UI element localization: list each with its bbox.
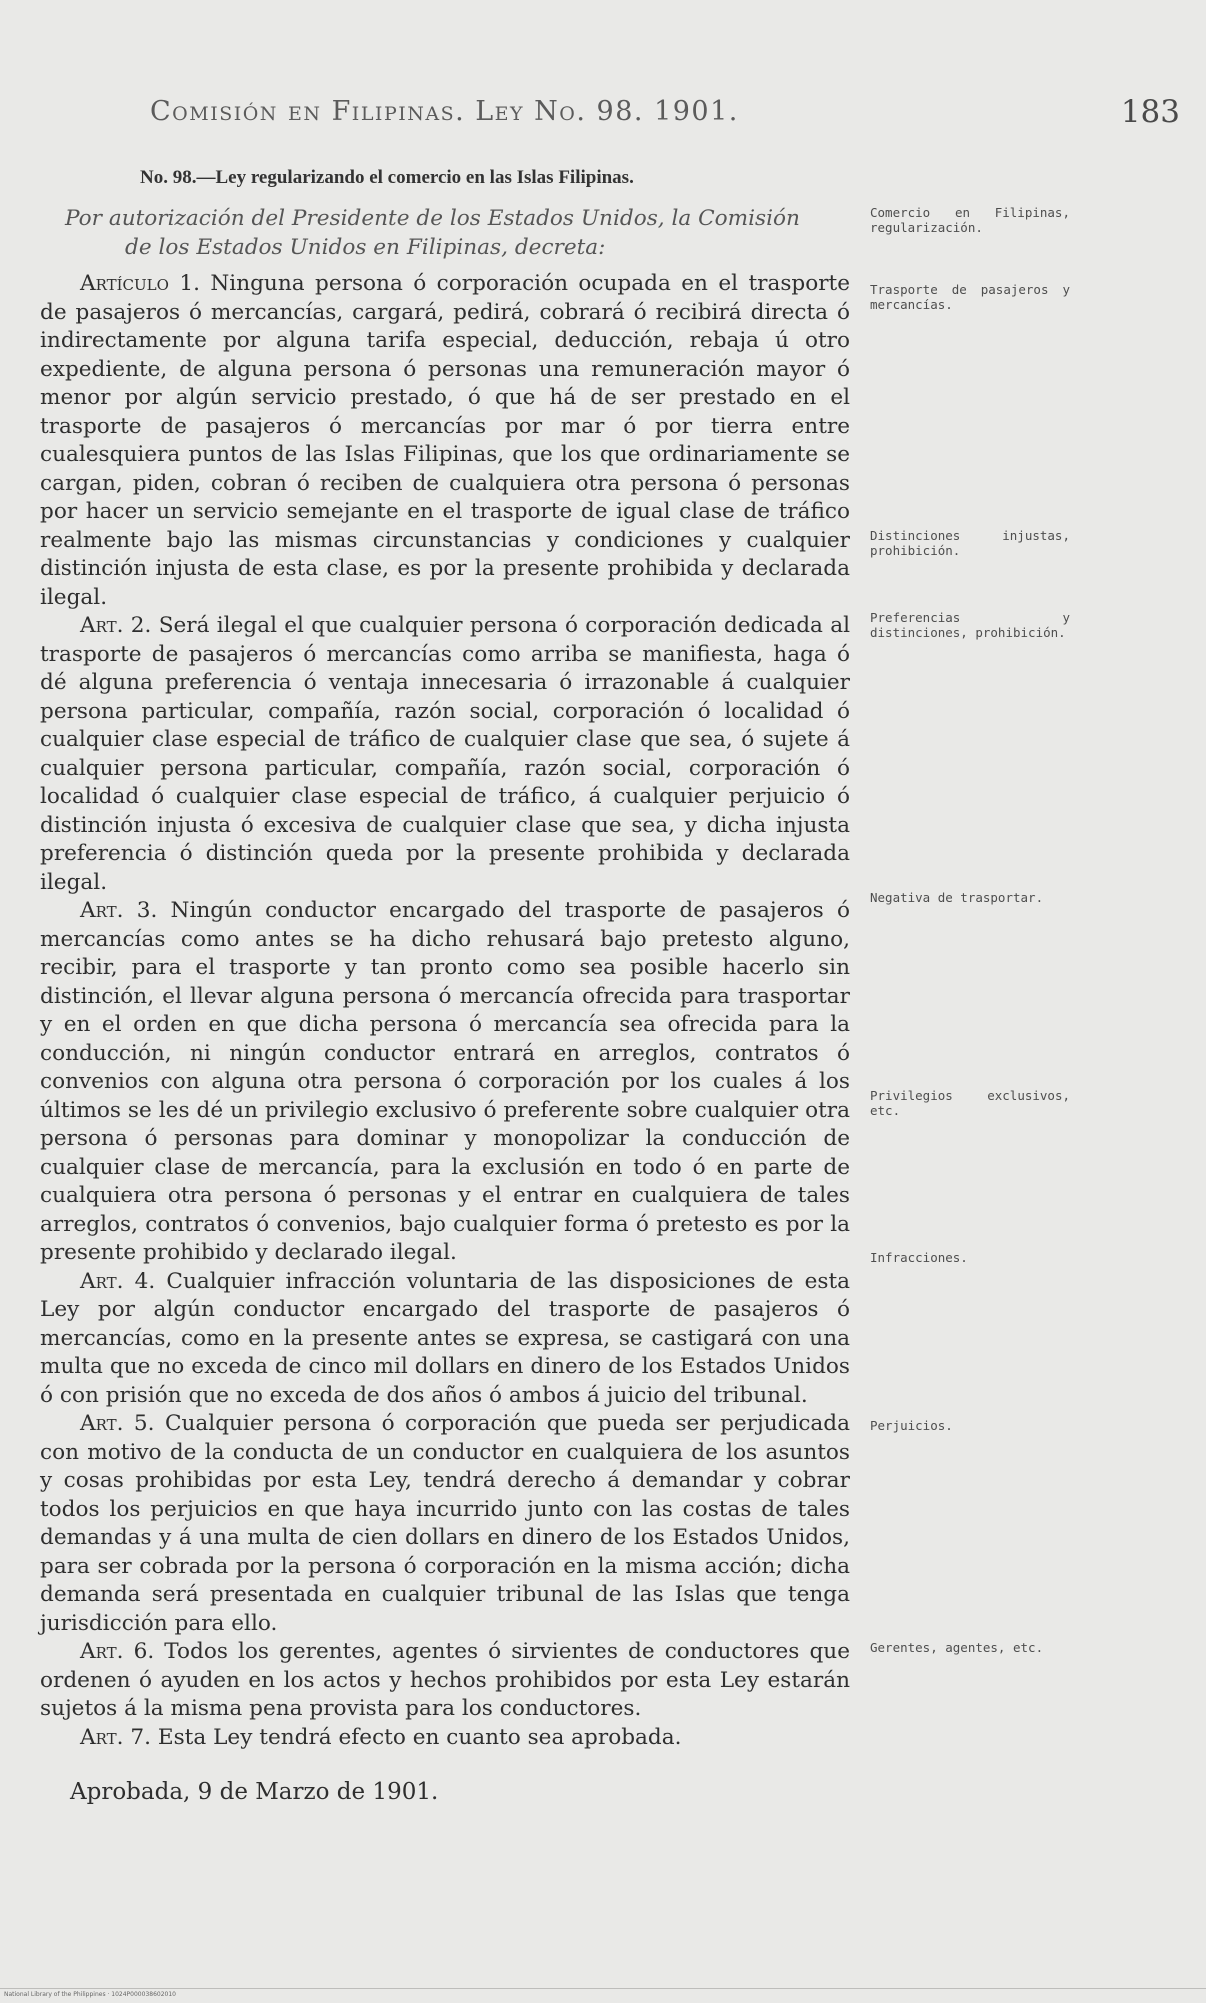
marginal-note: Distinciones injustas, prohibición. xyxy=(870,528,1070,558)
footer-watermark: National Library of the Philippines · 1024P000038602010 xyxy=(4,1991,176,1998)
marginal-note: Trasporte de pasajeros y mercancías. xyxy=(870,282,1070,312)
marginal-note: Infracciones. xyxy=(870,1250,968,1265)
article-text: Cualquier infracción voluntaria de las disposiciones de esta Ley por algún conductor encargado del trasporte de pasajeros ó mercancías, como en la presente antes se expresa, se castigará con una multa que no exceda de cinco mil dollars en dinero de los Estados Unidos ó con prisión que no exceda de dos años ó ambos á juicio del tribunal. xyxy=(40,1268,850,1408)
page-number: 183 xyxy=(1120,94,1180,130)
marginal-note: Preferencias y distinciones, prohibición. xyxy=(870,610,1070,640)
article-text: Ningún conductor encargado del trasporte de pasajeros ó mercancías como antes se ha dicho rehusará bajo pretesto alguno, recibir, para el trasporte y tan pronto como sea posible hacerlo sin distinción, el llevar alguna persona ó mercancía ofrecida para trasportar y en el orden en que dicha persona ó mercancía sea ofrecida para la conducción, ni ningún conductor entrará en arreglos, contratos ó convenios con alguna otra persona ó corporación por los cuales á los últimos se les dé un privilegio exclusivo ó preferente sobre cualquier otra persona ó personas para dominar y monopolizar la conducción de cualquier clase de mercancía, para la exclusión en todo ó en parte de cualquiera otra persona ó personas y el entrar en cualquiera de tales arreglos, contratos ó convenios, bajo cualquier forma ó pretesto es por la presente prohibido y declarado ilegal. xyxy=(40,898,850,1265)
article-label: Art. 6. xyxy=(80,1639,155,1664)
article-7 xyxy=(40,1724,850,1753)
article-3 xyxy=(40,897,850,1268)
marginal-note: Negativa de trasportar. xyxy=(870,890,1044,905)
marginal-note: Privilegios exclusivos, etc. xyxy=(870,1088,1070,1118)
marginal-note: Gerentes, agentes, etc. xyxy=(870,1640,1044,1655)
article-label: Art. 3. xyxy=(80,898,158,923)
page-header xyxy=(150,96,1180,136)
law-title: No. 98.—Ley regularizando el comercio en las Islas Filipinas. xyxy=(140,167,634,188)
article-text: Todos los gerentes, agentes ó sirvientes de conductores que ordenen ó ayuden en los actos y hechos prohibidos por esta Ley estarán sujetos á la misma pena provista para los conductores. xyxy=(40,1639,850,1721)
approval-date: Aprobada, 9 de Marzo de 1901. xyxy=(70,1779,439,1805)
article-5 xyxy=(40,1410,850,1638)
article-label: Art. 5. xyxy=(80,1411,155,1436)
article-1 xyxy=(40,270,850,612)
article-text: Será ilegal el que cualquier persona ó corporación dedicada al trasporte de pasajeros ó mercancías como arriba se manifiesta, haga ó dé alguna preferencia ó ventaja innecesaria ó irrazonable á cualquier persona particular, compañía, razón social, corporación ó localidad ó cualquier clase especial de tráfico de cualquier clase que sea, ó sujete á cualquier persona particular, compañía, razón social, corporación ó localidad ó cualquier clase especial de tráfico, á cualquier perjuicio ó distinción injusta ó excesiva de cualquier clase que sea, y dicha injusta preferencia ó distinción queda por la presente prohibida y declarada ilegal. xyxy=(40,613,850,895)
article-label: Art. 4. xyxy=(80,1268,156,1294)
preamble-line-2: de los Estados Unidos en Filipinas, decreta: xyxy=(125,234,606,260)
marginal-note: Perjuicios. xyxy=(870,1418,953,1433)
preamble xyxy=(40,205,850,262)
article-label: Art. 2. xyxy=(80,613,152,638)
preamble-line-1: Por autorización del Presidente de los Estados Unidos, la Comisión xyxy=(65,206,800,231)
body-text xyxy=(40,205,850,1807)
article-label: Artículo 1. xyxy=(80,271,200,296)
marginal-note: Comercio en Filipinas, regularización. xyxy=(870,205,1070,235)
running-head: Comisión en Filipinas. Ley No. 98. 1901. xyxy=(150,96,739,127)
article-text: Cualquier persona ó corporación que pueda ser perjudicada con motivo de la conducta de un conductor en cualquiera de los asuntos y cosas prohibidas por esta Ley, tendrá derecho á demandar y cobrar todos los perjuicios en que haya incurrido junto con las costas de tales demandas y á una multa de cien dollars en dinero de los Estados Unidos, para ser cobrada por la persona ó corporación en la misma acción; dicha demanda será presentada en cualquier tribunal de las Islas que tenga jurisdicción para ello. xyxy=(40,1411,850,1636)
article-6 xyxy=(40,1638,850,1724)
article-text: Ninguna persona ó corporación ocupada en el trasporte de pasajeros ó mercancías, cargará, pedirá, cobrará ó recibirá directa ó indirectamente por alguna tarifa especial, deducción, rebaja ú otro expediente, de alguna persona ó personas una remuneración mayor ó menor por algún servicio prestado, ó que há de ser prestado en el trasporte de pasajeros ó mercancías por mar ó por tierra entre cualesquiera puntos de las Islas Filipinas, que los que ordinariamente se cargan, piden, cobran ó reciben de cualquiera otra persona ó personas por hacer un servicio semejante en el trasporte de igual clase de tráfico realmente bajo las mismas circunstancias y condiciones y cualquier distinción injusta de esta clase, es por la presente prohibida y declarada ilegal. xyxy=(40,271,851,610)
footer-rule xyxy=(0,1988,1206,1989)
article-4 xyxy=(40,1268,850,1411)
article-label: Art. 7. xyxy=(80,1724,151,1750)
article-2 xyxy=(40,612,850,897)
article-text: Esta Ley tendrá efecto en cuanto sea aprobada. xyxy=(150,1724,682,1750)
